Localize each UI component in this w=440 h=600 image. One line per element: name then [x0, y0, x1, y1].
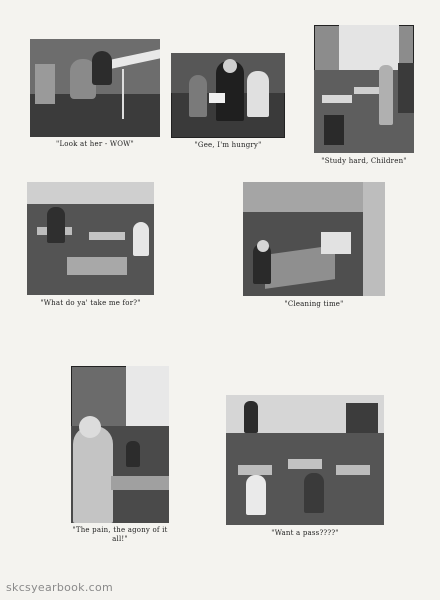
photo-study-classroom [314, 25, 414, 153]
caption-teacher-desk: "The pain, the agony of it all!" [72, 526, 168, 543]
photo-desks-classroom [27, 182, 154, 295]
photo-teacher-desk [71, 366, 169, 523]
photo-telescope [30, 39, 160, 137]
caption-hall-pass: "Want a pass????" [271, 529, 339, 537]
caption-cleaning-time: "Cleaning time" [284, 300, 344, 308]
caption-desks-classroom: "What do ya' take me for?" [40, 299, 141, 307]
photo-reading-group [171, 53, 285, 138]
photo-hall-pass [226, 395, 384, 525]
caption-reading-group: "Gee, I'm hungry" [194, 141, 262, 149]
watermark-footer: skcsyearbook.com [6, 581, 114, 594]
caption-telescope: "Look at her - WOW" [56, 140, 134, 148]
photo-cleaning-time [243, 182, 385, 296]
caption-study-classroom: "Study hard, Children" [321, 157, 407, 165]
